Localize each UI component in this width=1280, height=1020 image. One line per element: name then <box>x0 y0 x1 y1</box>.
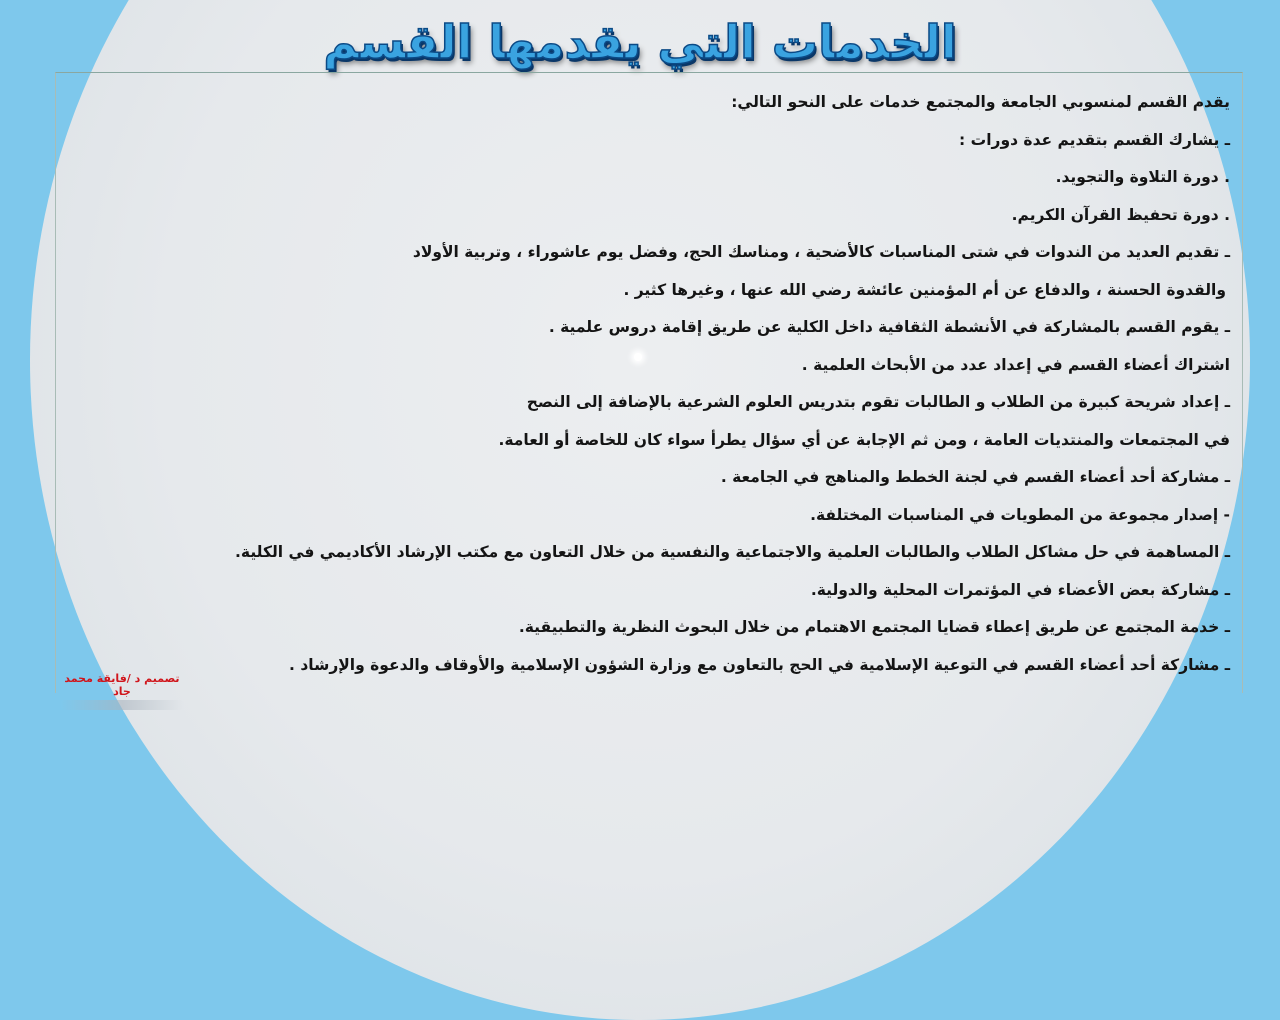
list-item: ـ مشاركة بعض الأعضاء في المؤتمرات المحلية والدولية. <box>810 580 1230 599</box>
sparkle-decoration <box>634 353 642 361</box>
list-item: ـ المساهمة في حل مشاكل الطلاب والطالبات العلمية والاجتماعية والنفسية من خلال التعاون مع مكتب الإرشاد الأكاديمي في الكلية. <box>235 543 1230 561</box>
intro-line: يقدم القسم لمنسوبي الجامعة والمجتمع خدمات على النحو التالي: <box>731 93 1230 111</box>
list-item: ـ إعداد شريحة كبيرة من الطلاب و الطالبات تقوم بتدريس العلوم الشرعية بالإضافة إلى النصح <box>526 393 1230 411</box>
list-item: ـ يقوم القسم بالمشاركة في الأنشطة الثقافية داخل الكلية عن طريق إقامة دروس علمية . <box>548 318 1230 336</box>
list-item-continuation: والقدوة الحسنة ، والدفاع عن أم المؤمنين عائشة رضي الله عنها ، وغيرها كثير . <box>623 280 1226 299</box>
list-item: . دورة التلاوة والتجويد. <box>1055 168 1230 186</box>
list-item: اشتراك أعضاء القسم في إعداد عدد من الأبحاث العلمية . <box>801 355 1230 374</box>
designer-credit-reflection <box>60 700 184 710</box>
list-item: ـ خدمة المجتمع عن طريق إعطاء قضايا المجتمع الاهتمام من خلال البحوث النظرية والتطبيقية. <box>518 618 1230 636</box>
list-item: . دورة تحفيظ القرآن الكريم. <box>1011 205 1230 224</box>
list-item: ـ مشاركة أحد أعضاء القسم في التوعية الإسلامية في الحج بالتعاون مع وزارة الشؤون الإسلامية والأوقاف والدعوة والإرشاد . <box>289 655 1230 674</box>
services-list <box>150 84 1230 684</box>
list-item: - إصدار مجموعة من المطويات في المناسبات المختلفة. <box>810 505 1230 524</box>
list-item-continuation: في المجتمعات والمنتديات العامة ، ومن ثم الإجابة عن أي سؤال يطرأ سواء كان للخاصة أو العامة. <box>498 430 1230 449</box>
list-item: ـ تقديم العديد من الندوات في شتى المناسبات كالأضحية ، ومناسك الحج، وفضل يوم عاشوراء ، وتربية الأولاد <box>412 243 1230 261</box>
slide-title: الخدمات التي يقدمها القسم <box>323 15 957 69</box>
list-item: ـ مشاركة أحد أعضاء القسم في لجنة الخطط والمناهج في الجامعة . <box>720 468 1230 486</box>
designer-credit: تصميم د /فايقة محمد جاد <box>64 672 180 698</box>
list-item: ـ يشارك القسم بتقديم عدة دورات : <box>959 130 1230 149</box>
